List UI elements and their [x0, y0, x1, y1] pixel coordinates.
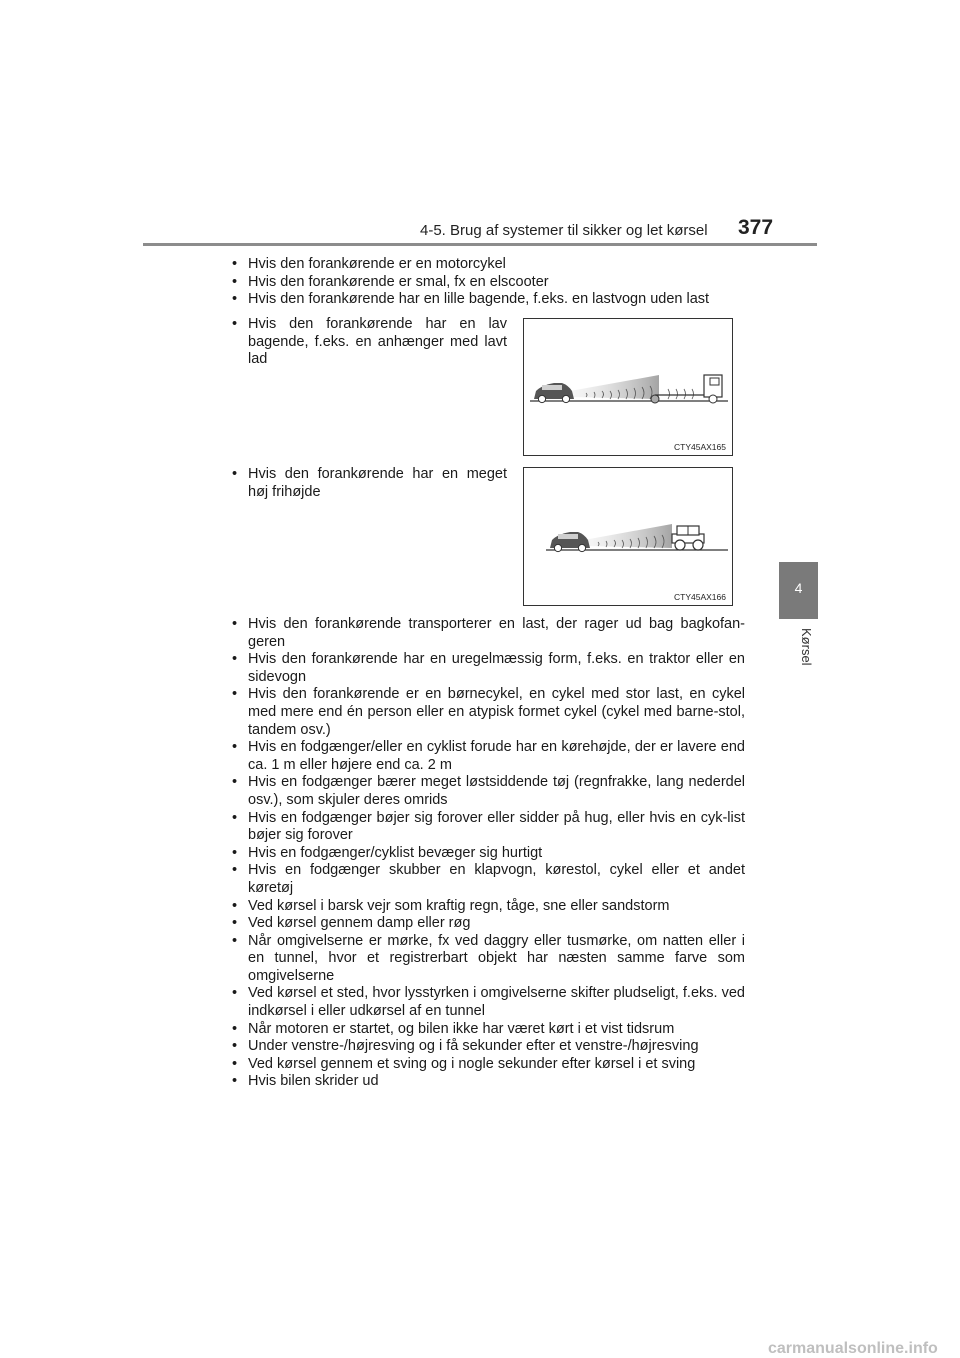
list-item: • Hvis en fodgænger bøjer sig forover eller sidder på hug, eller hvis en cyk-list bøjer sig forover — [232, 809, 745, 844]
chapter-tab — [779, 562, 818, 619]
list-item: • Når motoren er startet, og bilen ikke har været kørt i et vist tidsrum — [232, 1020, 675, 1037]
list-item: • Ved kørsel et sted, hvor lysstyrken i omgivelserne skifter pludseligt, f.eks. ved indkørsel i eller udkørsel af en tunnel — [232, 985, 745, 1020]
list-item: • Når omgivelserne er mørke, fx ved daggry eller tusmørke, om natten eller i en tunnel, hvor et registrerbart objekt har næsten samme farve som omgivelserne — [232, 932, 745, 984]
watermark: carmanualsonline.info — [768, 1340, 938, 1357]
figure-code: CTY45AX165 — [674, 442, 726, 452]
list-item: • Hvis den forankørende er smal, fx en elscooter — [232, 273, 549, 290]
figure-high-clearance — [523, 467, 733, 606]
high-clearance-illustration — [524, 468, 732, 605]
chapter-label-wrap — [798, 628, 818, 684]
list-item: • Hvis en fodgænger/eller en cyklist forude har en kørehøjde, der er lavere end ca. 1 m eller højere end ca. 2 m — [232, 739, 745, 773]
bottom-list — [230, 616, 745, 1091]
list-item: • Ved kørsel gennem damp eller røg — [232, 915, 471, 932]
list-item: • Hvis den forankørende har en uregelmæssig form, f.eks. en traktor eller en sidevogn — [232, 651, 745, 685]
list-item: • Ved kørsel i barsk vejr som kraftig regn, tåge, sne eller sandstorm — [232, 897, 670, 914]
list-item: • Hvis en fodgænger skubber en klapvogn, kørestol, cykel eller et andet køretøj — [232, 862, 745, 896]
page-number: 377 — [738, 216, 774, 239]
list-item: • Hvis den forankørende transporterer en last, der rager ud bag bagkofan-geren — [232, 616, 745, 650]
list-item: • Hvis den forankørende har en lille bagende, f.eks. en lastvogn uden last — [232, 291, 710, 308]
list-item: • Ved kørsel gennem et sving og i nogle sekunder efter kørsel i et sving — [232, 1055, 696, 1072]
figure-item-2-text — [230, 466, 507, 501]
list-item: • Hvis en fodgænger bærer meget løstsiddende tøj (regnfrakke, lang nederdel osv.), som skjuler deres omrids — [232, 774, 745, 808]
list-item: • Hvis den forankørende har en lav bagende, f.eks. en anhænger med lavt lad — [232, 316, 507, 368]
chapter-number: 4 — [794, 580, 803, 596]
top-list — [230, 256, 745, 309]
list-item: • Hvis bilen skrider ud — [232, 1073, 379, 1090]
chapter-label: Kørsel — [799, 628, 814, 666]
section-title: 4-5. Brug af systemer til sikker og let kørsel — [420, 222, 708, 239]
figure-code: CTY45AX166 — [674, 592, 726, 602]
low-trailer-illustration — [524, 319, 732, 455]
list-item: • Under venstre-/højresving og i få sekunder efter et venstre-/højresving — [232, 1038, 699, 1055]
figure-item-1-text — [230, 316, 507, 369]
figure-low-trailer — [523, 318, 733, 456]
list-item: • Hvis en fodgænger/cyklist bevæger sig hurtigt — [232, 844, 543, 861]
header-divider — [143, 243, 817, 246]
list-item: • Hvis den forankørende er en motorcykel — [232, 256, 506, 272]
list-item: • Hvis den forankørende har en meget høj frihøjde — [232, 466, 507, 500]
list-item: • Hvis den forankørende er en børnecykel, en cykel med stor last, en cykel med mere end én person eller en atypisk formet cykel (cykel med barne-stol, tandem osv.) — [232, 686, 745, 738]
